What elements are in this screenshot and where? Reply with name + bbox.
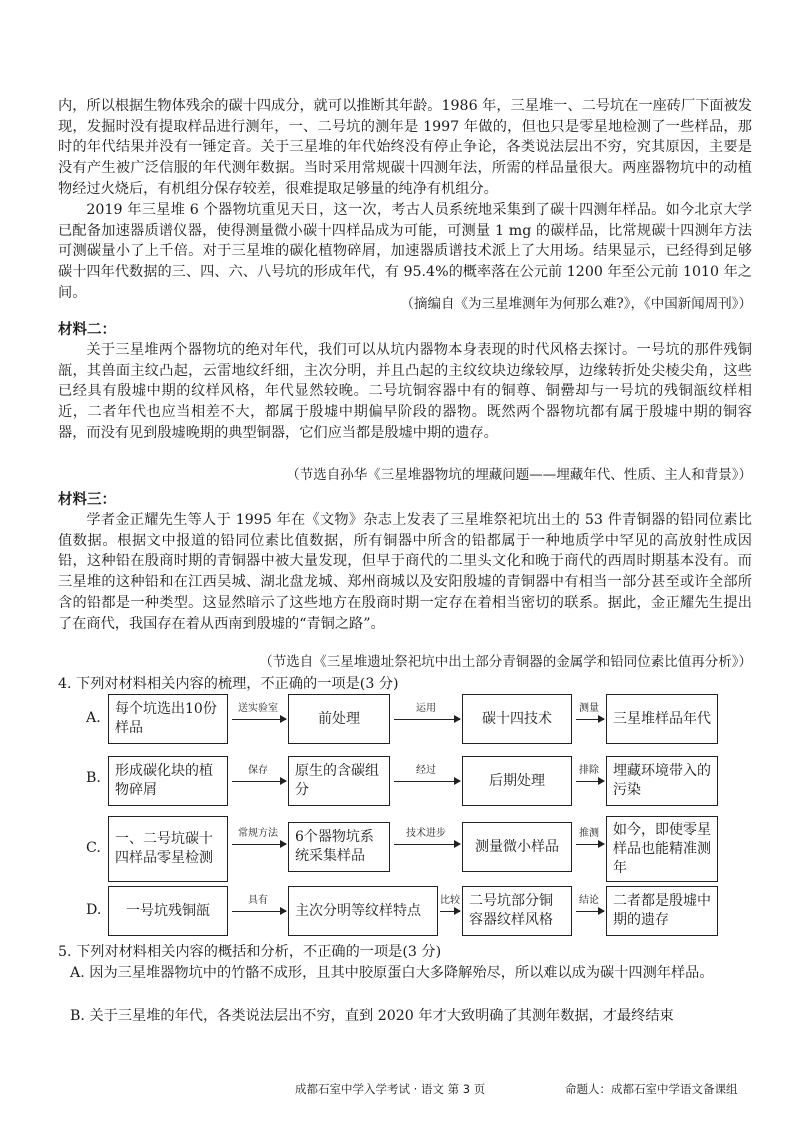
option-a-arrow-1 [232,719,286,720]
option-b-arrow-3-label: 排除 [579,765,599,776]
option-b-arrow-2-label: 经过 [416,765,436,776]
option-d-arrow-3 [576,911,604,912]
option-c-arrow-3-label: 推测 [579,828,599,839]
option-a-arrow-2-label: 运用 [416,703,436,714]
material2-heading: 材料二： [58,322,116,338]
option-a-arrow-3 [576,719,604,720]
material1-source: （摘编自《为三星堆测年为何那么难?》，《中国新闻周刊》） [400,296,752,312]
option-b-box-1: 形成碳化块的植物碎屑 [108,756,228,806]
material3-paragraph: 学者金正耀先生等人于 1995 年在《文物》杂志上发表了三星堆祭祀坑出土的 53 件青铜器的铅同位素比值数据。根据文中报道的铅同位素比值数据，所有铜器中所含的铅都属于一种地质学中罕见的高放射性成因铅，这种铅在殷商时期的青铜器中被大量发现，但早于商代的二里头文化和晚于商代的西周时期基本没有。而三星堆的这种铅和在江西吴城、湖北盘龙城、郑州商城以及安阳殷墟的青铜器中有相当一部分甚至或许全部所含的铅都是一种类型。这显然暗示了这些地方在殷商时期一定存在着相当密切的联系。据此，金正耀先生提出了在商代，我国存在着从西南到殷墟的“青铜之路”。 [58,512,752,632]
option-c-label: C. [86,840,101,856]
option-c-box-1: 一、二号坑碳十四样品零星检测 [108,816,228,882]
option-b-box-4: 埋藏环境带入的污染 [606,756,718,806]
question-4-stem: 4. 下列对材料相关内容的梳理，不正确的一项是(3 分) [58,676,399,692]
option-c-box-4: 如今，即使零星样品也能精准测年 [606,816,718,882]
option-b-arrow-3 [576,781,604,782]
question-5-option-a: A. 因为三星堆器物坑中的竹骼不成形，且其中胶原蛋白大多降解殆尽，所以难以成为碳十四测年样品。 [70,965,714,981]
option-a-box-1: 每个坑选出10份样品 [108,694,228,744]
option-c-box-3: 测量微小样品 [462,822,572,872]
footer-page-info: 成都石室中学入学考试 · 语文 第 3 页 [295,1082,486,1096]
option-d-box-3: 二号坑部分铜容器纹样风格 [462,886,572,936]
material1-paragraph-2: 2019 年三星堆 6 个器物坑重见天日，这一次，考古人员系统地采集到了碳十四测年样品。如今北京大学已配备加速器质谱仪器，使得测量微小碳十四样品成为可能，可测量 1 mg 的碳样品，比常规碳十四测年方法可测碳量小了上千倍。对于三星堆的碳化植物碎屑，加速器质谱技术派上了大用场。结果显示，已经得到足够碳十四年代数据的三、四、六、八号坑的形成年代，有 95.4%的概率落在公元前 1200 年至公元前 1010 年之间。 [58,202,752,301]
option-b-arrow-1-label: 保存 [248,765,268,776]
option-d-box-4: 二者都是殷墟中期的遗存 [606,886,718,936]
material1-paragraph-1: 内，所以根据生物体残余的碳十四成分，就可以推断其年龄。1986 年，三星堆一、二号坑在一座砖厂下面被发现，发掘时没有提取样品进行测年，一、二号坑的测年是 1997 年做的，但也只是零星地检测了一些样品，那时的年代结果并没有一锤定音。关于三星堆的年代始终没有停止争论，各类说法层出不穷，究其原因，主要是没有产生被广泛信服的年代测年数据。当时采用常规碳十四测年法，所需的样品量很大。两座器物坑中的动植物经过火烧后，有机组分保存较差，很难提取足够量的纯净有机组分。 [58,98,752,197]
option-a-arrow-2 [394,719,460,720]
material3-source: （节选自《三星堆遗址祭祀坑中出土部分青铜器的金属学和铅同位素比值再分析》） [259,654,752,670]
option-c-arrow-1-label: 常规方法 [238,828,278,839]
option-d-arrow-3-label: 结论 [579,895,599,906]
material2-paragraph: 关于三星堆两个器物坑的绝对年代，我们可以从坑内器物本身表现的时代风格去探讨。一号坑的那件残铜瓿，其兽面主纹凸起，云雷地纹纤细，主次分明，并且凸起的主纹纹块边缘较厚，边缘转折处尖棱尖角，这些已经具有殷墟中期的纹样风格，年代显然较晚。二号坑铜容器中有的铜尊、铜罍却与一号坑的残铜瓿纹样相近，二者年代也应当相差不大，都属于殷墟中期偏早阶段的器物。既然两个器物坑都有属于殷墟中期的铜容器，而没有见到殷墟晚期的典型铜器，它们应当都是殷墟中期的遗存。 [58,342,752,441]
option-c-arrow-2-label: 技术进步 [406,828,446,839]
question-5-option-b: B. 关于三星堆的年代，各类说法层出不穷，直到 2020 年才大致明确了其测年数据，才最终结束 [70,1008,674,1024]
option-a-box-3: 碳十四技术 [462,694,572,744]
option-a-box-4: 三星堆样品年代 [606,694,718,744]
option-a-arrow-1-label: 送实验室 [238,703,278,714]
material2-source: （节选自孙华《三星堆器物坑的埋藏问题——埋藏年代、性质、主人和背景》） [286,467,752,483]
option-b-arrow-1 [232,781,286,782]
option-c-arrow-1 [232,844,286,845]
material3-heading: 材料三： [58,492,116,508]
option-d-arrow-1 [232,911,286,912]
question-5-stem: 5. 下列对材料相关内容的概括和分析，不正确的一项是(3 分) [58,944,442,960]
option-d-label: D. [86,902,102,918]
option-d-arrow-1-label: 具有 [248,895,268,906]
option-b-arrow-2 [394,781,460,782]
option-a-box-2: 前处理 [288,694,390,744]
option-b-box-3: 后期处理 [462,756,572,806]
footer-author: 命题人：成都石室中学语文备课组 [565,1082,738,1096]
option-d-arrow-2 [440,911,460,912]
option-c-arrow-2 [394,844,460,845]
option-a-label: A. [86,710,101,726]
option-d-box-1: 一号坑残铜瓿 [108,886,228,936]
option-c-arrow-3 [576,844,604,845]
option-b-label: B. [86,770,101,786]
option-c-box-2: 6个器物坑系统采集样品 [288,822,390,872]
option-b-box-2: 原生的含碳组分 [288,756,390,806]
option-d-box-2: 主次分明等纹样特点 [288,886,438,936]
option-a-arrow-3-label: 测量 [579,703,599,714]
option-d-arrow-2-label: 比较 [440,895,460,906]
